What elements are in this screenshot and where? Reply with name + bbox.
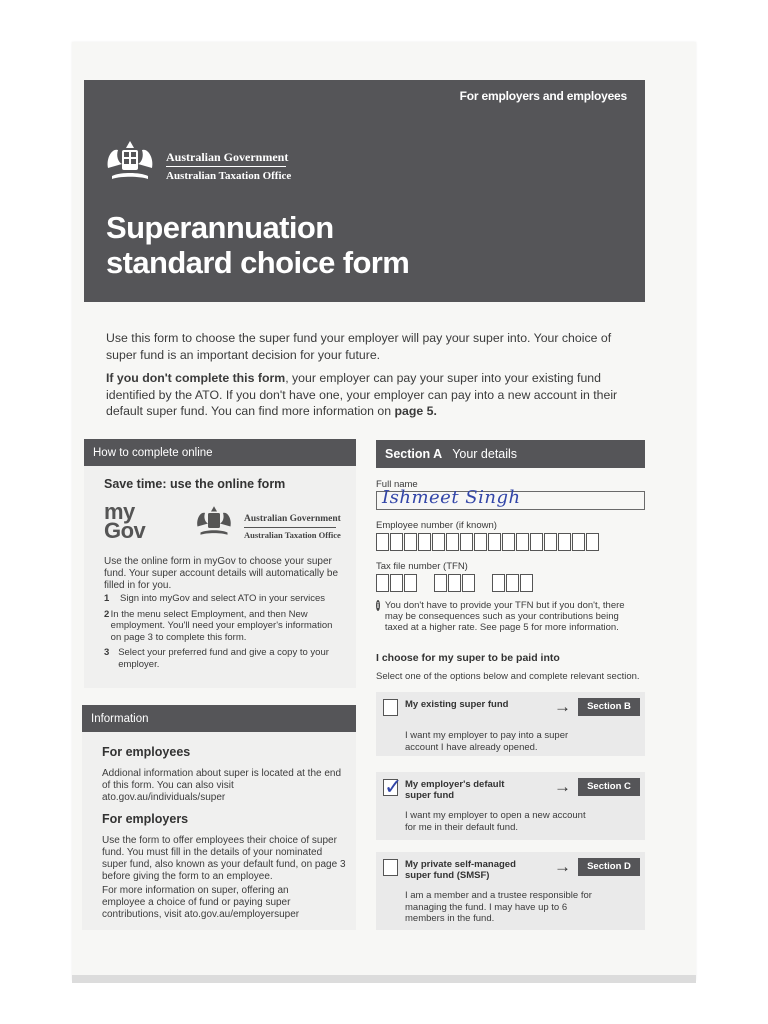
section-c-badge: Section C [578,778,640,796]
online-steps [104,593,344,674]
employees-heading: For employees [102,745,191,759]
tfn-label: Tax file number (TFN) [376,561,468,572]
employers-heading: For employers [102,812,189,826]
list-item: 1 Sign into myGov and select ATO in your services [104,593,326,604]
page-shadow [72,975,696,983]
choose-heading: I choose for my super to be paid into [376,652,560,664]
employee-number-field[interactable] [376,533,600,551]
section-a-band: Section A Your details [376,440,645,468]
option-default-fund[interactable]: My employer's default super fund → Section C I want my employer to open a new account for me in their default fund. [376,772,645,840]
tfn-field-3[interactable] [492,574,534,592]
coat-of-arms-icon [104,138,156,186]
choose-subtext: Select one of the options below and complete relevant section. [376,671,640,682]
more-info-text: For more information on super, offering an employee a choice of fund or paying super contributions, visit ato.gov.au/employersuper [102,885,300,920]
employees-text: Addional information about super is located at the end of this form. You can also visit ato.gov.au/individuals/super [102,768,342,803]
online-body: Use the online form in myGov to choose your super fund. Your super account details will automatically be filled in for you. [104,556,339,591]
info-icon: i [376,601,380,610]
tfn-note: i You don't have to provide your TFN but if you don't, there may be consequences such as your contributions being taxed at a higher rate. See page 5 for more information. [376,600,625,633]
full-name-value: Ishmeet Singh [382,487,521,508]
intro-text [106,330,626,427]
arrow-right-icon: → [554,777,571,796]
gov-wordmark: Australian Government Australian Taxation Office [166,150,292,182]
option-smsf[interactable]: My private self-managed super fund (SMSF) → Section D I am a member and a trustee responsible for managing the fund. I may have up to 6 members in the fund. [376,852,645,930]
full-name-label: Full name [376,479,418,490]
online-heading: Save time: use the online form [104,477,286,491]
mygov-logo: my Gov [104,499,146,543]
option-existing-fund[interactable]: My existing super fund → Section B I want my employer to pay into a super account I have already opened. [376,692,645,756]
arrow-right-icon: → [554,697,571,716]
list-item: 3 Select your preferred fund and give a copy to your employer. [104,647,329,670]
information-band: Information [82,705,356,732]
checkmark-icon: ✓ [384,775,403,800]
tfn-field-2[interactable] [434,574,476,592]
intro-paragraph-2: If you don't complete this form, your employer can pay your super into your existing fund identified by the ATO. If you don't have one, your employer can pay into a new account in their default super fund. You can find more information on page 5. [106,371,618,418]
gov-wordmark-small: Australian Government Australian Taxation Office [244,514,341,540]
intro-paragraph-1: Use this form to choose the super fund your employer will pay your super into. Your choice of super fund is an important decision for your future. [106,331,612,362]
employers-text: Use the form to offer employees their choice of super fund. You must fill in the details of your nominated super fund, also known as your default fund, on page 3 before giving the form to an employee. [102,835,346,882]
section-d-badge: Section D [578,858,640,876]
smsf-checkbox[interactable] [383,859,398,876]
employee-number-label: Employee number (if known) [376,520,497,531]
list-item: 2 In the menu select Employment, and then New employment. You'll need your employer's information on page 3 to complete this form. [104,608,333,643]
coat-of-arms-icon [192,504,236,540]
existing-fund-checkbox[interactable] [383,699,398,716]
arrow-right-icon: → [554,857,571,876]
form-title: Superannuation standard choice form [106,210,410,280]
tfn-field-1[interactable] [376,574,418,592]
audience-label: For employers and employees [459,89,627,103]
section-b-badge: Section B [578,698,640,716]
online-band: How to complete online [84,439,356,466]
header-banner [84,80,645,302]
